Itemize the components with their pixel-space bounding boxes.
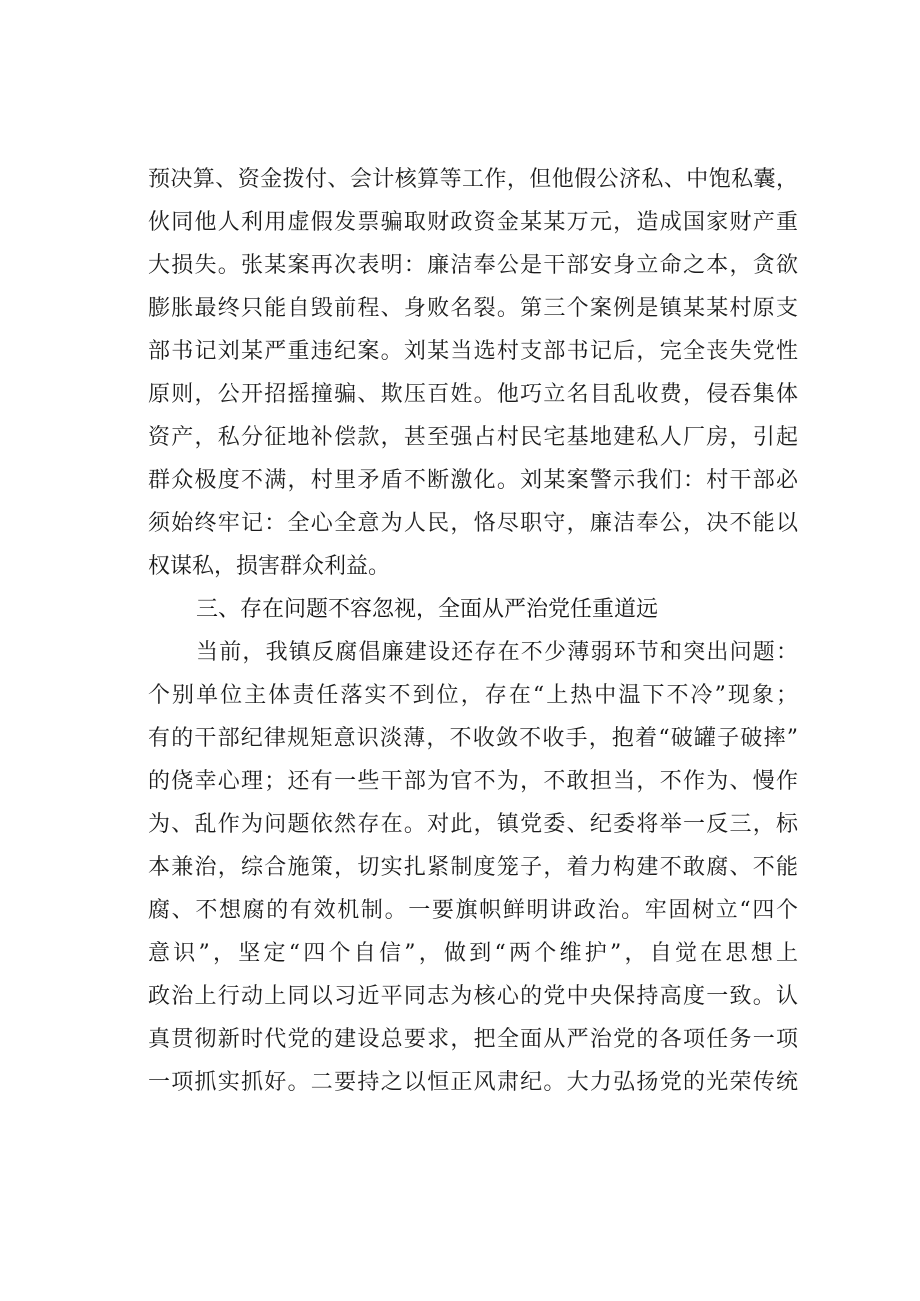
text-line: 原则，公开招摇撞骗、欺压百姓。他巧立名目乱收费，侵吞集体 bbox=[148, 382, 798, 407]
text-line: 政治上行动上同以习近平同志为核心的党中央保持高度一致。认 bbox=[148, 984, 798, 1009]
text-line: 本兼治，综合施策，切实扎紧制度笼子，着力构建不敢腐、不能 bbox=[148, 855, 798, 880]
text-line: 权谋私，损害群众利益。 bbox=[148, 554, 391, 579]
text-line: 膨胀最终只能自毁前程、身败名裂。第三个案例是镇某某村原支 bbox=[148, 296, 798, 321]
paragraph-first-line: 当前，我镇反腐倡廉建设还存在不少薄弱环节和突出问题： bbox=[196, 640, 798, 665]
text-line: 腐、不想腐的有效机制。一要旗帜鲜明讲政治。牢固树立“四个 bbox=[148, 898, 798, 923]
text-line: 部书记刘某严重违纪案。刘某当选村支部书记后，完全丧失党性 bbox=[148, 339, 798, 364]
text-line: 大损失。张某案再次表明：廉洁奉公是干部安身立命之本，贪欲 bbox=[148, 253, 798, 278]
text-line: 意识”，坚定“四个自信”，做到“两个维护”，自觉在思想上 bbox=[148, 941, 798, 966]
text-line: 有的干部纪律规矩意识淡薄，不收敛不收手，抱着“破罐子破摔” bbox=[148, 726, 798, 751]
text-line: 资产，私分征地补偿款，甚至强占村民宅基地建私人厂房，引起 bbox=[148, 425, 798, 450]
text-line: 的侥幸心理；还有一些干部为官不为，不敢担当，不作为、慢作 bbox=[148, 769, 798, 794]
text-line: 预决算、资金拨付、会计核算等工作，但他假公济私、中饱私囊， bbox=[148, 167, 798, 192]
text-line: 群众极度不满，村里矛盾不断激化。刘某案警示我们：村干部必 bbox=[148, 468, 798, 493]
text-line: 一项抓实抓好。二要持之以恒正风肃纪。大力弘扬党的光荣传统 bbox=[148, 1070, 798, 1095]
section-heading: 三、存在问题不容忽视，全面从严治党任重道远 bbox=[196, 597, 659, 622]
text-line: 伙同他人利用虚假发票骗取财政资金某某万元，造成国家财产重 bbox=[148, 210, 798, 235]
text-line: 为、乱作为问题依然存在。对此，镇党委、纪委将举一反三，标 bbox=[148, 812, 798, 837]
text-line: 真贯彻新时代党的建设总要求，把全面从严治党的各项任务一项 bbox=[148, 1027, 798, 1052]
text-line: 须始终牢记：全心全意为人民，恪尽职守，廉洁奉公，决不能以 bbox=[148, 511, 798, 536]
text-line: 个别单位主体责任落实不到位，存在“上热中温下不冷”现象； bbox=[148, 683, 798, 708]
